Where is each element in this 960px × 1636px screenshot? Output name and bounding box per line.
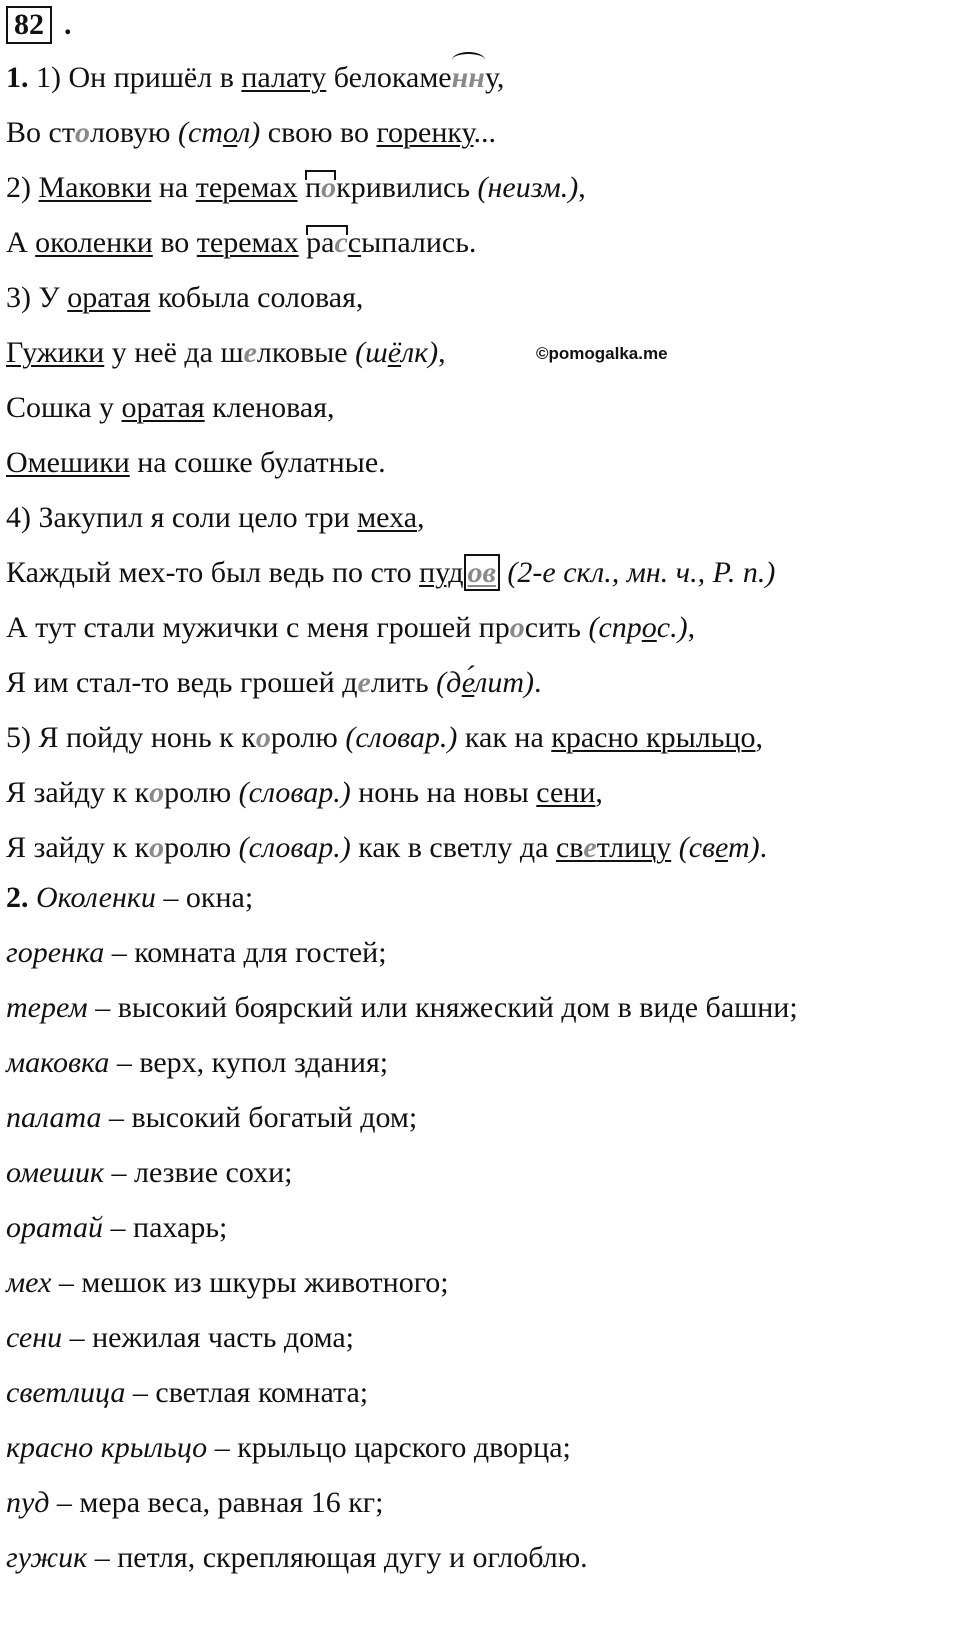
- line-10: Каждый мех-то был ведь по сто пуд ов (2-е скл., мн. ч., Р. п.): [6, 556, 776, 589]
- glossary-term: гужик: [6, 1541, 88, 1574]
- glossary-term: палата: [6, 1101, 102, 1134]
- glossary-definition: – светлая комната;: [125, 1376, 369, 1409]
- glossary-term: сени: [6, 1321, 63, 1354]
- underlined-word: палату: [241, 61, 327, 94]
- line-4: А околенки во теремах рассыпались.: [6, 226, 477, 259]
- glossary-item: [6, 1540, 588, 1576]
- line-8: Омешики на сошке булатные.: [6, 446, 386, 479]
- line-11: А тут стали мужички с меня грошей просить (спрос.),: [6, 611, 696, 644]
- glossary-term: пуд: [6, 1486, 50, 1519]
- exercise-number: 82: [6, 6, 52, 44]
- glossary-term: оратай: [6, 1211, 104, 1244]
- part1-label: 1.: [6, 61, 29, 94]
- glossary-term: Околенки: [36, 881, 156, 914]
- glossary-item: [6, 935, 387, 971]
- glossary-definition: – петля, скрепляющая дугу и оглоблю.: [87, 1541, 588, 1574]
- highlighted-letters: нн: [451, 61, 485, 94]
- glossary-definition: – окна;: [155, 881, 254, 914]
- line-15: Я зайду к королю (словар.) как в светлу да светлицу (свет).: [6, 831, 768, 864]
- glossary-definition: – мешок из шкуры животного;: [51, 1266, 449, 1299]
- glossary-definition: – верх, купол здания;: [109, 1046, 389, 1079]
- underlined-word: горенку: [376, 116, 474, 149]
- watermark: ©pomogalka.me: [536, 344, 668, 363]
- line-9: 4) Закупил я соли цело три меха,: [6, 501, 425, 534]
- glossary-definition: – высокий боярский или княжеский дом в виде башни;: [87, 991, 798, 1024]
- glossary-item: [6, 1320, 354, 1356]
- glossary-item: [6, 1265, 449, 1301]
- glossary-definition: – комната для гостей;: [104, 936, 387, 969]
- line-13: 5) Я пойду нонь к королю (словар.) как на красно крыльцо,: [6, 721, 763, 754]
- line-6: Гужики у неё да шелковые (шёлк),: [6, 336, 446, 369]
- line-7: Сошка у оратая кленовая,: [6, 391, 335, 424]
- glossary-item: [6, 880, 253, 916]
- glossary-term: мех: [6, 1266, 52, 1299]
- ending-box: ов: [467, 556, 496, 589]
- glossary-term: маковка: [6, 1046, 110, 1079]
- glossary-term: терем: [6, 991, 88, 1024]
- glossary-item: [6, 1045, 388, 1081]
- part2-label: 2.: [6, 881, 36, 914]
- glossary-definition: – лезвие сохи;: [104, 1156, 293, 1189]
- glossary-item: [6, 1100, 417, 1136]
- line-12: Я им стал-то ведь грошей делить (де́лит).: [6, 666, 542, 699]
- glossary-item: [6, 990, 798, 1026]
- glossary-definition: – высокий богатый дом;: [101, 1101, 418, 1134]
- glossary-item: [6, 1485, 383, 1521]
- glossary-term: красно крыльцо: [6, 1431, 208, 1464]
- glossary-item: [6, 1155, 293, 1191]
- glossary-definition: – крыльцо царского дворца;: [207, 1431, 571, 1464]
- glossary-item: [6, 1430, 571, 1466]
- glossary-definition: – пахарь;: [103, 1211, 228, 1244]
- line-2: Во столовую (стол) свою во горенку...: [6, 116, 497, 149]
- glossary-definition: – нежилая часть дома;: [62, 1321, 354, 1354]
- line-3: 2) Маковки на теремах покривились (неизм.),: [6, 171, 586, 204]
- line-5: 3) У оратая кобыла соловая,: [6, 281, 364, 314]
- glossary-item: [6, 1210, 227, 1246]
- glossary-term: горенка: [6, 936, 105, 969]
- glossary-term: светлица: [6, 1376, 126, 1409]
- glossary-item: [6, 1375, 368, 1411]
- exercise-number-dot: .: [64, 8, 72, 41]
- line-14: Я зайду к королю (словар.) нонь на новы сени,: [6, 776, 603, 809]
- glossary-term: омешик: [6, 1156, 104, 1189]
- glossary-definition: – мера веса, равная 16 кг;: [49, 1486, 384, 1519]
- line-1: 1. 1) Он пришёл в палату белокаменну,: [6, 61, 505, 94]
